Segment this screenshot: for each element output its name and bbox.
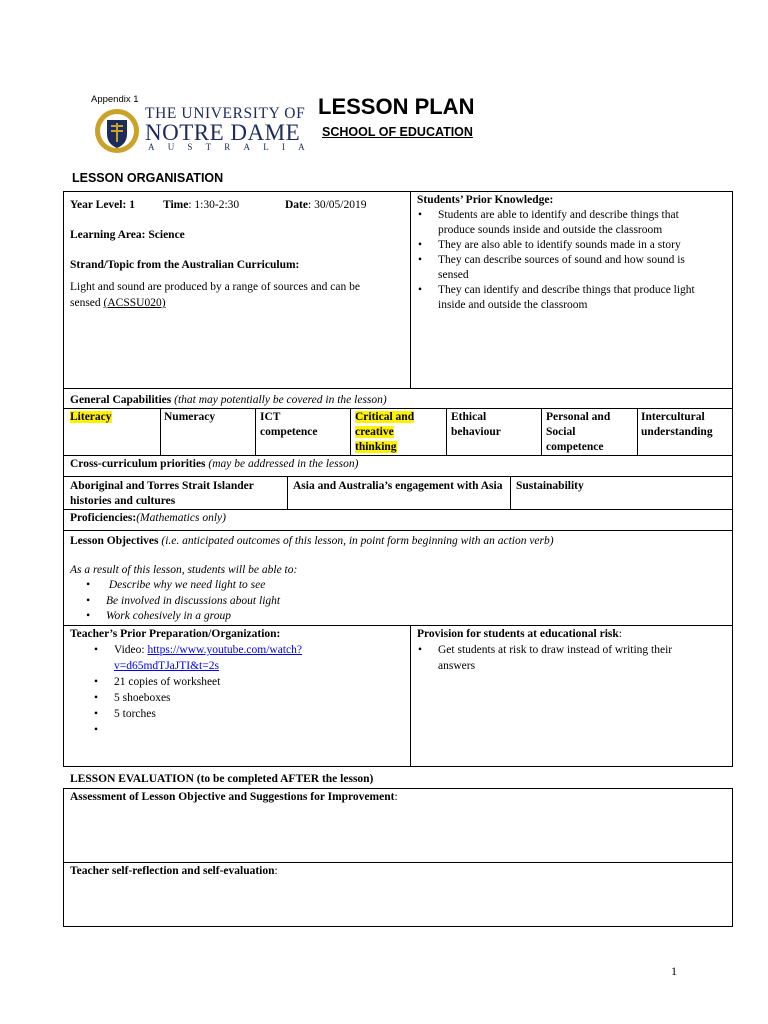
list-item: • Describe why we need light to see xyxy=(78,578,378,594)
capability-literacy: Literacy xyxy=(70,411,112,423)
list-item: • 21 copies of worksheet xyxy=(86,674,406,690)
capability-intercultural: Intercultural understanding xyxy=(641,411,713,438)
risk-list xyxy=(410,642,730,674)
lesson-date: Date: 30/05/2019 xyxy=(285,199,367,211)
curriculum-code: (ACSSU020) xyxy=(103,297,166,309)
list-item xyxy=(86,722,406,738)
university-name-line1: THE UNIVERSITY OF xyxy=(145,105,306,122)
cross-curriculum-label: Cross-curriculum priorities (may be addressed in the lesson) xyxy=(70,458,359,470)
university-crest-icon xyxy=(93,106,141,156)
appendix-label: Appendix 1 xyxy=(91,94,139,105)
list-item: • Get students at risk to draw instead of writing their answers xyxy=(410,642,730,674)
university-name-line3: AUSTRALIA xyxy=(148,142,318,152)
strand-text-line1: Light and sound are produced by a range of sources and can be xyxy=(70,281,360,293)
year-level: Year Level: 1 xyxy=(70,199,135,211)
objectives-intro: As a result of this lesson, students will be able to: xyxy=(70,564,298,576)
list-item: • They can describe sources of sound and how sound is sensed xyxy=(410,253,730,283)
page-subtitle: SCHOOL OF EDUCATION xyxy=(322,125,473,139)
preparation-heading: Teacher’s Prior Preparation/Organization: xyxy=(70,628,281,640)
list-item: • 5 torches xyxy=(86,706,406,722)
capability-personal-social: Personal and Social competence xyxy=(546,411,611,453)
strand-label: Strand/Topic from the Australian Curriculum: xyxy=(70,259,300,271)
video-link-continued[interactable]: v=d65mdTJaJTI&t=2s xyxy=(114,660,219,672)
page-title: LESSON PLAN xyxy=(318,94,475,119)
priority-asia: Asia and Australia’s engagement with Asia xyxy=(293,480,503,492)
page-number: 1 xyxy=(671,964,677,978)
objectives-label: Lesson Objectives (i.e. anticipated outcomes of this lesson, in point form beginning with an action verb) xyxy=(70,535,554,547)
list-item: • 5 shoeboxes xyxy=(86,690,406,706)
section-heading-organisation: LESSON ORGANISATION xyxy=(72,171,224,185)
list-item: • Work cohesively in a group xyxy=(78,609,378,625)
capability-ethical: Ethical behaviour xyxy=(451,411,501,438)
priority-sustainability: Sustainability xyxy=(516,480,584,492)
risk-heading: Provision for students at educational risk: xyxy=(417,628,623,640)
preparation-list xyxy=(86,642,406,738)
learning-area: Learning Area: Science xyxy=(70,229,185,241)
strand-text-line2: sensed (ACSSU020) xyxy=(70,297,166,309)
capability-critical-thinking: Critical and creative thinking xyxy=(355,411,415,453)
objectives-list xyxy=(78,578,378,625)
video-link[interactable]: https://www.youtube.com/watch? xyxy=(147,644,302,656)
capability-ict: ICT competence xyxy=(260,411,318,438)
list-item: • Be involved in discussions about light xyxy=(78,594,378,610)
proficiencies: Proficiencies:(Mathematics only) xyxy=(70,512,226,524)
evaluation-heading: LESSON EVALUATION (to be completed AFTER the lesson) xyxy=(70,773,374,785)
list-item: • They can identify and describe things that produce light inside and outside the classroom xyxy=(410,283,730,313)
evaluation-table xyxy=(63,788,733,927)
university-name-line2: NOTRE DAME xyxy=(145,120,301,145)
prior-knowledge-list xyxy=(410,208,730,313)
lesson-time: Time: 1:30-2:30 xyxy=(163,199,240,211)
general-capabilities-label: General Capabilities (that may potentially be covered in the lesson) xyxy=(70,394,387,406)
list-item: • They are also able to identify sounds made in a story xyxy=(410,238,730,253)
capability-numeracy: Numeracy xyxy=(164,411,216,423)
list-item: • Video: https://www.youtube.com/watch? v=d65mdTJaJTI&t=2s xyxy=(86,642,406,674)
assessment-label: Assessment of Lesson Objective and Suggestions for Improvement: xyxy=(70,791,398,803)
priority-aboriginal: Aboriginal and Torres Strait Islander histories and cultures xyxy=(70,480,254,507)
list-item: • Students are able to identify and describe things that produce sounds inside and outside the classroom xyxy=(410,208,730,238)
prior-knowledge-heading: Students’ Prior Knowledge: xyxy=(417,194,554,206)
reflection-label: Teacher self-reflection and self-evaluation: xyxy=(70,865,278,877)
